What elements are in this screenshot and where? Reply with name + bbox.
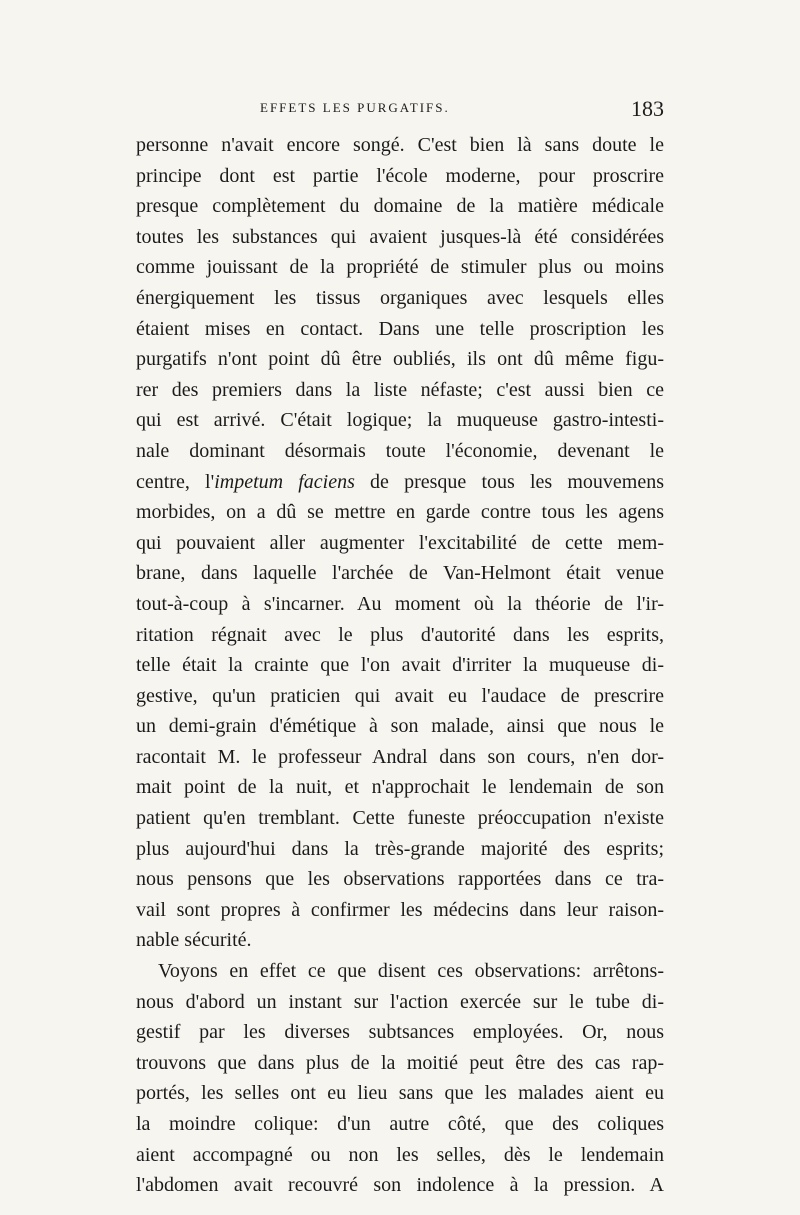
text-segment: centre, l'	[136, 470, 215, 493]
text-line: tout-à-coup à s'incarner. Au moment où la théorie de l'ir-	[136, 592, 664, 615]
text-line: aient accompagné ou non les selles, dès le lendemain	[136, 1143, 664, 1166]
running-head	[136, 96, 664, 122]
text-line: nous pensons que les observations rapportées dans ce tra-	[136, 868, 664, 891]
text-line: brane, dans laquelle l'archée de Van-Helmont était venue	[136, 562, 664, 585]
text-line: nous d'abord un instant sur l'action exercée sur le tube di-	[136, 990, 664, 1013]
text-segment: de presque tous les mouvemens	[354, 470, 665, 493]
text-line: plus aujourd'hui dans la très-grande majorité des esprits;	[136, 837, 664, 860]
text-line: racontait M. le professeur Andral dans son cours, n'en dor-	[136, 745, 664, 768]
text-line: patient qu'en tremblant. Cette funeste préoccupation n'existe	[136, 807, 664, 830]
text-line: Voyons en effet ce que disent ces observations: arrêtons-	[158, 960, 664, 983]
text-line: l'abdomen avait recouvré son indolence à la pression. A	[136, 1174, 664, 1197]
text-line: principe dont est partie l'école moderne, pour proscrire	[136, 164, 664, 187]
text-line: mait point de la nuit, et n'approchait le lendemain de son	[136, 776, 664, 799]
running-title: EFFETS LES PURGATIFS.	[260, 100, 450, 115]
paragraph-2	[136, 956, 664, 1201]
text-line-with-italic	[136, 467, 664, 498]
text-line: un demi-grain d'émétique à son malade, ainsi que nous le	[136, 715, 664, 738]
text-line: qui est arrivé. C'était logique; la muqueuse gastro-intesti-	[136, 409, 664, 432]
text-line: purgatifs n'ont point dû être oubliés, ils ont dû même figu-	[136, 348, 664, 371]
text-line: ritation régnait avec le plus d'autorité dans les esprits,	[136, 623, 664, 646]
text-line: nale dominant désormais toute l'économie, devenant le	[136, 439, 664, 462]
text-line: étaient mises en contact. Dans une telle proscription les	[136, 317, 664, 340]
page-number: 183	[631, 96, 664, 121]
text-line: telle était la crainte que l'on avait d'irriter la muqueuse di-	[136, 654, 664, 677]
text-line: qui pouvaient aller augmenter l'excitabilité de cette mem-	[136, 531, 664, 554]
text-line: la moindre colique: d'un autre côté, que des coliques	[136, 1113, 664, 1135]
paragraph-1	[136, 130, 664, 956]
text-line: rer des premiers dans la liste néfaste; c'est aussi bien ce	[136, 378, 664, 401]
text-line: personne n'avait encore songé. C'est bien là sans doute le	[136, 134, 664, 156]
text-line: trouvons que dans plus de la moitié peut être des cas rap-	[136, 1051, 664, 1074]
italic-latin-phrase: impetum faciens	[214, 470, 355, 493]
text-line: gestif par les diverses subtsances employées. Or, nous	[136, 1021, 664, 1044]
text-line: portés, les selles ont eu lieu sans que les malades aient eu	[136, 1082, 664, 1105]
text-line: nable sécurité.	[136, 929, 252, 952]
text-line: énergiquement les tissus organiques avec lesquels elles	[136, 286, 664, 309]
body-text	[136, 130, 664, 1201]
text-line: comme jouissant de la propriété de stimuler plus ou moins	[136, 256, 664, 279]
text-line: vail sont propres à confirmer les médecins dans leur raison-	[136, 898, 664, 921]
text-line: morbides, on a dû se mettre en garde contre tous les agens	[136, 501, 664, 524]
text-line: gestive, qu'un praticien qui avait eu l'audace de prescrire	[136, 684, 664, 707]
text-line: presque complètement du domaine de la matière médicale	[136, 195, 664, 218]
text-line: toutes les substances qui avaient jusques-là été considérées	[136, 225, 664, 248]
